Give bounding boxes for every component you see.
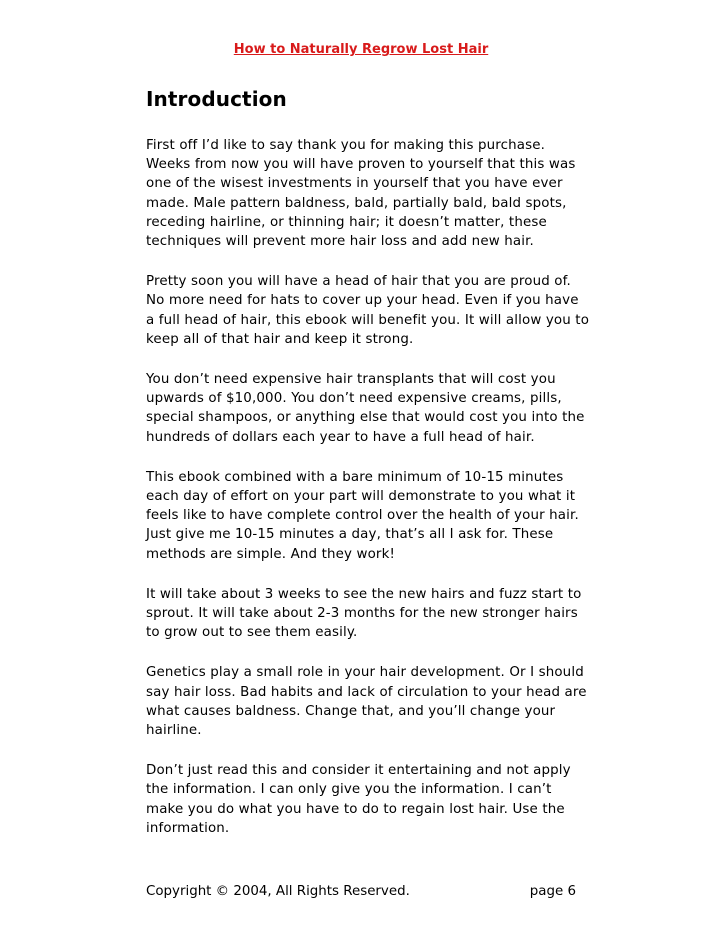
paragraph-5: It will take about 3 weeks to see the new hairs and fuzz start to sprout. It will take about 2-3 months for the new stronger hairs to grow out to see them easily. [146, 586, 582, 641]
paragraph-2: Pretty soon you will have a head of hair that you are proud of. No more need for hats to cover up your head. Even if you have a full head of hair, this ebook will benefit you. It will allow you to keep all of that hair and keep it strong. [146, 274, 590, 347]
copyright-text: Copyright © 2004, All Rights Reserved. [146, 884, 410, 899]
page-footer [146, 882, 576, 901]
paragraph-6: Genetics play a small role in your hair development. Or I should say hair loss. Bad habits and lack of circulation to your head are what causes baldness. Change that, and you’ll change your hairline. [146, 665, 587, 739]
paragraph-3: You don’t need expensive hair transplants that will cost you upwards of $10,000. You don’t need expensive creams, pills, special shampoos, or anything else that would cost you into the hundreds of dollars each year to have a full head of hair. [146, 372, 585, 445]
section-heading: Introduction [146, 87, 287, 111]
header-title: How to Naturally Regrow Lost Hair [233, 42, 489, 57]
paragraph-1: First off I’d like to say thank you for making this purchase. Weeks from now you will have proven to yourself that this was one of the wisest investments in yourself that you have ever made. Male pattern baldness, bald, partially bald, bald spots, receding hairline, or thinning hair; it doesn’t matter, these techniques will prevent more hair loss and add new hair. [146, 138, 576, 250]
paragraph-7: Don’t just read this and consider it entertaining and not apply the information. I can only give you the information. I can’t make you do what you have to do to regain lost hair. Use the information. [146, 763, 571, 836]
body-text [146, 136, 591, 859]
page-number: page 6 [529, 884, 576, 899]
paragraph-4: This ebook combined with a bare minimum of 10-15 minutes each day of effort on your part will demonstrate to you what it feels like to have complete control over the health of your hair. Just give me 10-15 minutes a day, that’s all I ask for. These methods are simple. And they work! [146, 469, 579, 562]
